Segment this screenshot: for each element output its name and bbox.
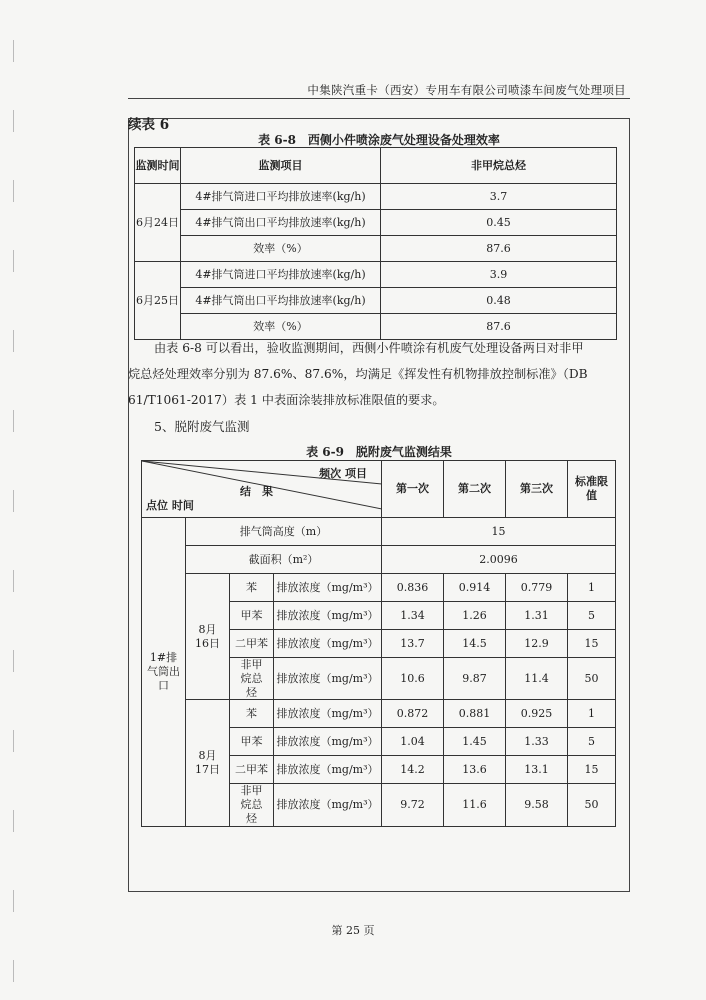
- col-header-first: 第一次: [382, 461, 444, 518]
- value-cell: 1.33: [506, 728, 568, 756]
- param-cell: 排放浓度（mg/m³）: [274, 784, 382, 826]
- date-cell: 8月16日: [186, 574, 230, 700]
- param-cell: 排放浓度（mg/m³）: [274, 658, 382, 700]
- value-cell: 1.34: [382, 602, 444, 630]
- table-6-9: [141, 460, 616, 827]
- item-cell: 4#排气筒进口平均排放速率(kg/h): [181, 184, 381, 210]
- value-cell: 1.45: [444, 728, 506, 756]
- value-cell: 1.04: [382, 728, 444, 756]
- param-cell: 排放浓度（mg/m³）: [274, 728, 382, 756]
- corner-top: 频次 项目: [319, 467, 367, 480]
- value-cell: 13.7: [382, 630, 444, 658]
- pollutant-cell: 非甲烷总烃: [230, 784, 274, 826]
- param-cell: 排放浓度（mg/m³）: [274, 574, 382, 602]
- value-cell: 9.58: [506, 784, 568, 826]
- value-cell: 0.45: [381, 210, 617, 236]
- paragraph-line: 61/T1061-2017）表 1 中表面涂装排放标准限值的要求。: [128, 393, 445, 407]
- limit-cell: 1: [568, 700, 616, 728]
- value-cell: 3.9: [381, 262, 617, 288]
- page-header: 中集陕汽重卡（西安）专用车有限公司喷漆车间废气处理项目: [307, 83, 626, 97]
- header-rule: [128, 98, 630, 99]
- limit-cell: 50: [568, 784, 616, 826]
- date-cell: 6月25日: [135, 262, 181, 340]
- value-cell: 11.4: [506, 658, 568, 700]
- value-cell: 14.5: [444, 630, 506, 658]
- value-cell: 0.779: [506, 574, 568, 602]
- limit-cell: 15: [568, 630, 616, 658]
- limit-cell: 50: [568, 658, 616, 700]
- continued-label: 续表 6: [128, 117, 170, 133]
- col-header-value: 非甲烷总烃: [381, 148, 617, 184]
- value-cell: 0.881: [444, 700, 506, 728]
- limit-cell: 1: [568, 574, 616, 602]
- pollutant-cell: 苯: [230, 700, 274, 728]
- param-cell: 排放浓度（mg/m³）: [274, 756, 382, 784]
- pollutant-cell: 甲苯: [230, 728, 274, 756]
- pollutant-cell: 非甲烷总烃: [230, 658, 274, 700]
- area-value: 2.0096: [382, 546, 616, 574]
- pollutant-cell: 二甲苯: [230, 756, 274, 784]
- height-label: 排气筒高度（m）: [186, 518, 382, 546]
- value-cell: 0.925: [506, 700, 568, 728]
- binding-marks: [10, 0, 18, 1000]
- pollutant-cell: 甲苯: [230, 602, 274, 630]
- value-cell: 12.9: [506, 630, 568, 658]
- value-cell: 13.1: [506, 756, 568, 784]
- limit-cell: 5: [568, 728, 616, 756]
- item-cell: 效率（%）: [181, 314, 381, 340]
- value-cell: 1.26: [444, 602, 506, 630]
- pollutant-cell: 二甲苯: [230, 630, 274, 658]
- param-cell: 排放浓度（mg/m³）: [274, 630, 382, 658]
- col-header-limit: 标准限值: [568, 461, 616, 518]
- corner-bottom: 点位 时间: [146, 499, 194, 513]
- value-cell: 13.6: [444, 756, 506, 784]
- corner-header: [142, 461, 382, 518]
- section-heading: 5、脱附废气监测: [154, 419, 250, 434]
- param-cell: 排放浓度（mg/m³）: [274, 700, 382, 728]
- value-cell: 87.6: [381, 314, 617, 340]
- item-cell: 4#排气筒出口平均排放速率(kg/h): [181, 210, 381, 236]
- value-cell: 14.2: [382, 756, 444, 784]
- limit-cell: 5: [568, 602, 616, 630]
- limit-cell: 15: [568, 756, 616, 784]
- table-6-8: [134, 147, 617, 340]
- table1-caption: 表 6-8 西侧小件喷涂废气处理设备处理效率: [258, 133, 500, 147]
- value-cell: 9.87: [444, 658, 506, 700]
- analysis-paragraph: [128, 335, 630, 413]
- value-cell: 0.872: [382, 700, 444, 728]
- col-header-third: 第三次: [506, 461, 568, 518]
- value-cell: 1.31: [506, 602, 568, 630]
- value-cell: 11.6: [444, 784, 506, 826]
- value-cell: 87.6: [381, 236, 617, 262]
- height-value: 15: [382, 518, 616, 546]
- col-header-item: 监测项目: [181, 148, 381, 184]
- pollutant-cell: 苯: [230, 574, 274, 602]
- date-cell: 6月24日: [135, 184, 181, 262]
- corner-mid: 结 果: [240, 485, 273, 498]
- col-header-time: 监测时间: [135, 148, 181, 184]
- value-cell: 0.836: [382, 574, 444, 602]
- page-number: 第 25 页: [331, 924, 375, 937]
- value-cell: 9.72: [382, 784, 444, 826]
- paragraph-line: 烷总烃处理效率分别为 87.6%、87.6%，均满足《挥发性有机物排放控制标准》（DB: [128, 367, 588, 381]
- value-cell: 0.914: [444, 574, 506, 602]
- value-cell: 3.7: [381, 184, 617, 210]
- param-cell: 排放浓度（mg/m³）: [274, 602, 382, 630]
- item-cell: 4#排气筒进口平均排放速率(kg/h): [181, 262, 381, 288]
- date-cell: 8月17日: [186, 700, 230, 826]
- value-cell: 0.48: [381, 288, 617, 314]
- item-cell: 效率（%）: [181, 236, 381, 262]
- item-cell: 4#排气筒出口平均排放速率(kg/h): [181, 288, 381, 314]
- area-label: 截面积（m²）: [186, 546, 382, 574]
- location-cell: 1#排气筒出口: [142, 518, 186, 827]
- paragraph-line: 由表 6-8 可以看出，验收监测期间，西侧小件喷涂有机废气处理设备两日对非甲: [154, 341, 584, 355]
- value-cell: 10.6: [382, 658, 444, 700]
- table2-caption: 表 6-9 脱附废气监测结果: [306, 445, 452, 459]
- col-header-second: 第二次: [444, 461, 506, 518]
